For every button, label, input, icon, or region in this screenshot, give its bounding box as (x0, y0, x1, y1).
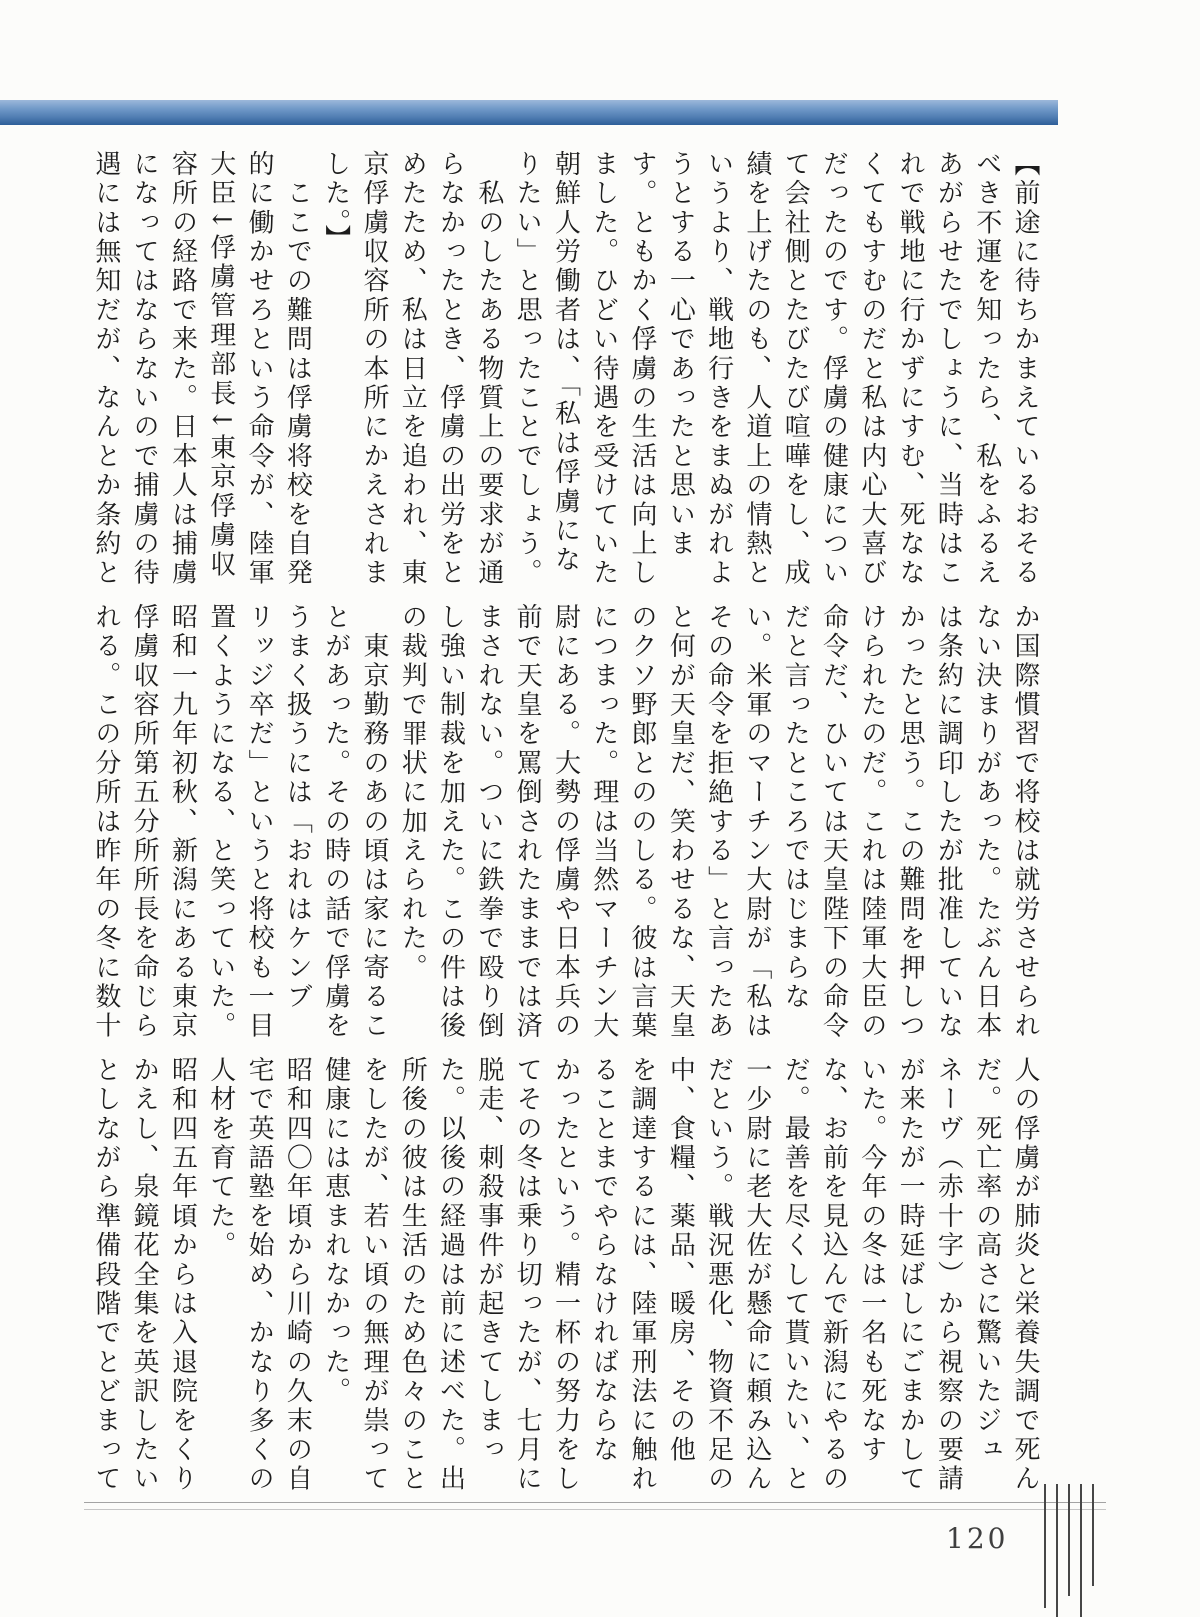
text-column: 一少尉に老大佐が懸命に頼み込ん (741, 1056, 772, 1494)
text-column: れで戦地に行かずにすむ、死なな (895, 150, 926, 588)
text-column: す。ともかく俘虜の生活は向上し (627, 150, 658, 588)
text-column: につまった。理は当然マーチン大 (588, 603, 619, 1041)
text-column: 尉にある。大勢の俘虜や日本兵の (550, 603, 581, 1041)
text-column: い。米軍のマーチン大尉が「私は (741, 603, 772, 1041)
text-column: れる。この分所は昨年の冬に数十 (90, 603, 121, 1041)
text-column: だという。戦況悪化、物資不足の (703, 1056, 734, 1494)
text-column: らなかったとき、俘虜の出労をと (435, 150, 466, 588)
text-column: 績を上げたのも、人道上の情熱と (741, 150, 772, 588)
text-column: 置くようになる、と笑っていた。 (205, 603, 236, 1041)
text-column: 人材を育てた。 (205, 1056, 236, 1261)
binding-mark-line (1044, 1484, 1046, 1608)
text-column: ることまでやらなければならな (588, 1056, 619, 1465)
text-column: かえし、泉鏡花全集を英訳したい (129, 1056, 160, 1494)
text-column: いた。今年の冬は一名も死なす (856, 1056, 887, 1465)
text-band-bottom (86, 1056, 1044, 1504)
binding-mark-line (1056, 1484, 1058, 1617)
text-column: だ。死亡率の高さに驚いたジュ (971, 1056, 1002, 1465)
text-column: 昭和四〇年頃から川崎の久末の自 (282, 1056, 313, 1494)
text-column: まされない。ついに鉄拳で殴り倒 (473, 603, 504, 1041)
text-column: は条約に調印したが批准していな (933, 603, 964, 1041)
text-column: だと言ったところではじまらな (780, 603, 811, 1012)
text-column: としながら準備段階でとどまって (90, 1056, 121, 1494)
text-column: 【前途に待ちかまえているおそる (1010, 150, 1040, 588)
text-column: てその冬は乗り切ったが、七月に (512, 1056, 543, 1494)
header-accent-bar (0, 100, 1058, 125)
text-column: を調達するには、陸軍刑法に触れ (627, 1056, 658, 1494)
text-column: ました。ひどい待遇を受けていた (588, 150, 619, 588)
binding-mark-line (1092, 1484, 1094, 1586)
text-column: 的に働かせろという命令が、陸軍 (244, 150, 275, 588)
text-column: 大臣↓俘虜管理部長↓東京俘虜収 (205, 150, 236, 580)
text-column: か国際慣習で将校は就労させられ (1010, 603, 1040, 1041)
text-column: 容所の経路で来た。日本人は捕虜 (167, 150, 198, 588)
text-column: た。以後の経過は前に述べた。出 (435, 1056, 466, 1494)
text-column: 朝鮮人労働者は、「私は俘虜にな (550, 150, 581, 575)
binding-mark-line (1080, 1484, 1082, 1617)
text-column: いうより、戦地行きをまぬがれよ (703, 150, 734, 588)
text-column: になってはならないので捕虜の待 (129, 150, 160, 588)
text-column: て会社側とたびたび喧嘩をし、成 (780, 150, 811, 588)
text-column: 私のしたある物質上の要求が通 (473, 150, 504, 588)
text-column: りたい」と思ったことでしょう。 (512, 150, 543, 588)
text-column: けられたのだ。これは陸軍大臣の (856, 603, 887, 1041)
text-band-middle (86, 603, 1044, 1051)
text-column: かったという。精一杯の努力をし (550, 1056, 581, 1494)
footer-rule-top (84, 1502, 1106, 1503)
binding-mark-line (1068, 1484, 1070, 1596)
text-column: 人の俘虜が肺炎と栄養失調で死ん (1010, 1056, 1040, 1494)
text-column: うまく扱うには「おれはケンブ (282, 603, 313, 1012)
text-column: あがらせたでしょうに、当時はこ (933, 150, 964, 588)
binding-marks (1042, 1484, 1108, 1617)
text-column: 命令だ、ひいては天皇陛下の命令 (818, 603, 849, 1041)
text-column: 昭和四五年頃からは入退院をくり (167, 1056, 198, 1494)
text-column: 宅で英語塾を始め、かなり多くの (244, 1056, 275, 1494)
text-column: 京俘虜収容所の本所にかえされま (358, 150, 389, 588)
text-band-top (86, 150, 1044, 598)
page-number: 120 (946, 1522, 1009, 1555)
text-column: 脱走、刺殺事件が起きてしまっ (473, 1056, 504, 1465)
text-column: した。】 (320, 150, 351, 254)
text-column: くてもすむのだと私は内心大喜び (856, 150, 887, 588)
text-column: その命令を拒絶する」と言ったあ (703, 603, 734, 1041)
text-column: とがあった。その時の話で俘虜を (320, 603, 351, 1041)
text-column: 所後の彼は生活のため色々のこと (397, 1056, 428, 1494)
text-column: リッジ卒だ」というと将校も一目 (244, 603, 275, 1041)
text-column: 前で天皇を罵倒されたままでは済 (512, 603, 543, 1041)
text-column: ここでの難問は俘虜将校を自発 (282, 150, 313, 588)
text-column: だったのです。俘虜の健康につい (818, 150, 849, 588)
text-column: の裁判で罪状に加えられた。 (397, 603, 428, 983)
text-column: ない決まりがあった。たぶん日本 (971, 603, 1002, 1041)
text-column: のクソ野郎とののしる。彼は言葉 (627, 603, 658, 1041)
text-column: ネーヴ（赤十字）から視察の要請 (933, 1056, 964, 1494)
text-column: 昭和一九年初秋、新潟にある東京 (167, 603, 198, 1041)
text-column: かったと思う。この難問を押しつ (895, 603, 926, 1041)
footer-rule-bottom (84, 1509, 1106, 1510)
text-column: 健康には恵まれなかった。 (320, 1056, 351, 1407)
text-column: 中、食糧、薬品、暖房、その他 (665, 1056, 696, 1465)
text-column: 俘虜収容所第五分所所長を命じら (129, 603, 160, 1041)
text-column: し強い制裁を加えた。この件は後 (435, 603, 466, 1041)
text-column: めたため、私は日立を追われ、東 (397, 150, 428, 588)
text-column: と何が天皇だ、笑わせるな、天皇 (665, 603, 696, 1041)
text-column: うとする一心であったと思いま (665, 150, 696, 559)
text-column: な、お前を見込んで新潟にやるの (818, 1056, 849, 1494)
text-column: 遇には無知だが、なんとか条約と (90, 150, 121, 588)
text-column: だ。最善を尽くして貰いたい、と (780, 1056, 811, 1494)
text-column: べき不運を知ったら、私をふるえ (971, 150, 1002, 588)
text-column: が来たが一時延ばしにごまかして (895, 1056, 926, 1494)
text-column: をしたが、若い頃の無理が祟って (358, 1056, 389, 1494)
text-column: 東京勤務のあの頃は家に寄るこ (358, 603, 389, 1042)
